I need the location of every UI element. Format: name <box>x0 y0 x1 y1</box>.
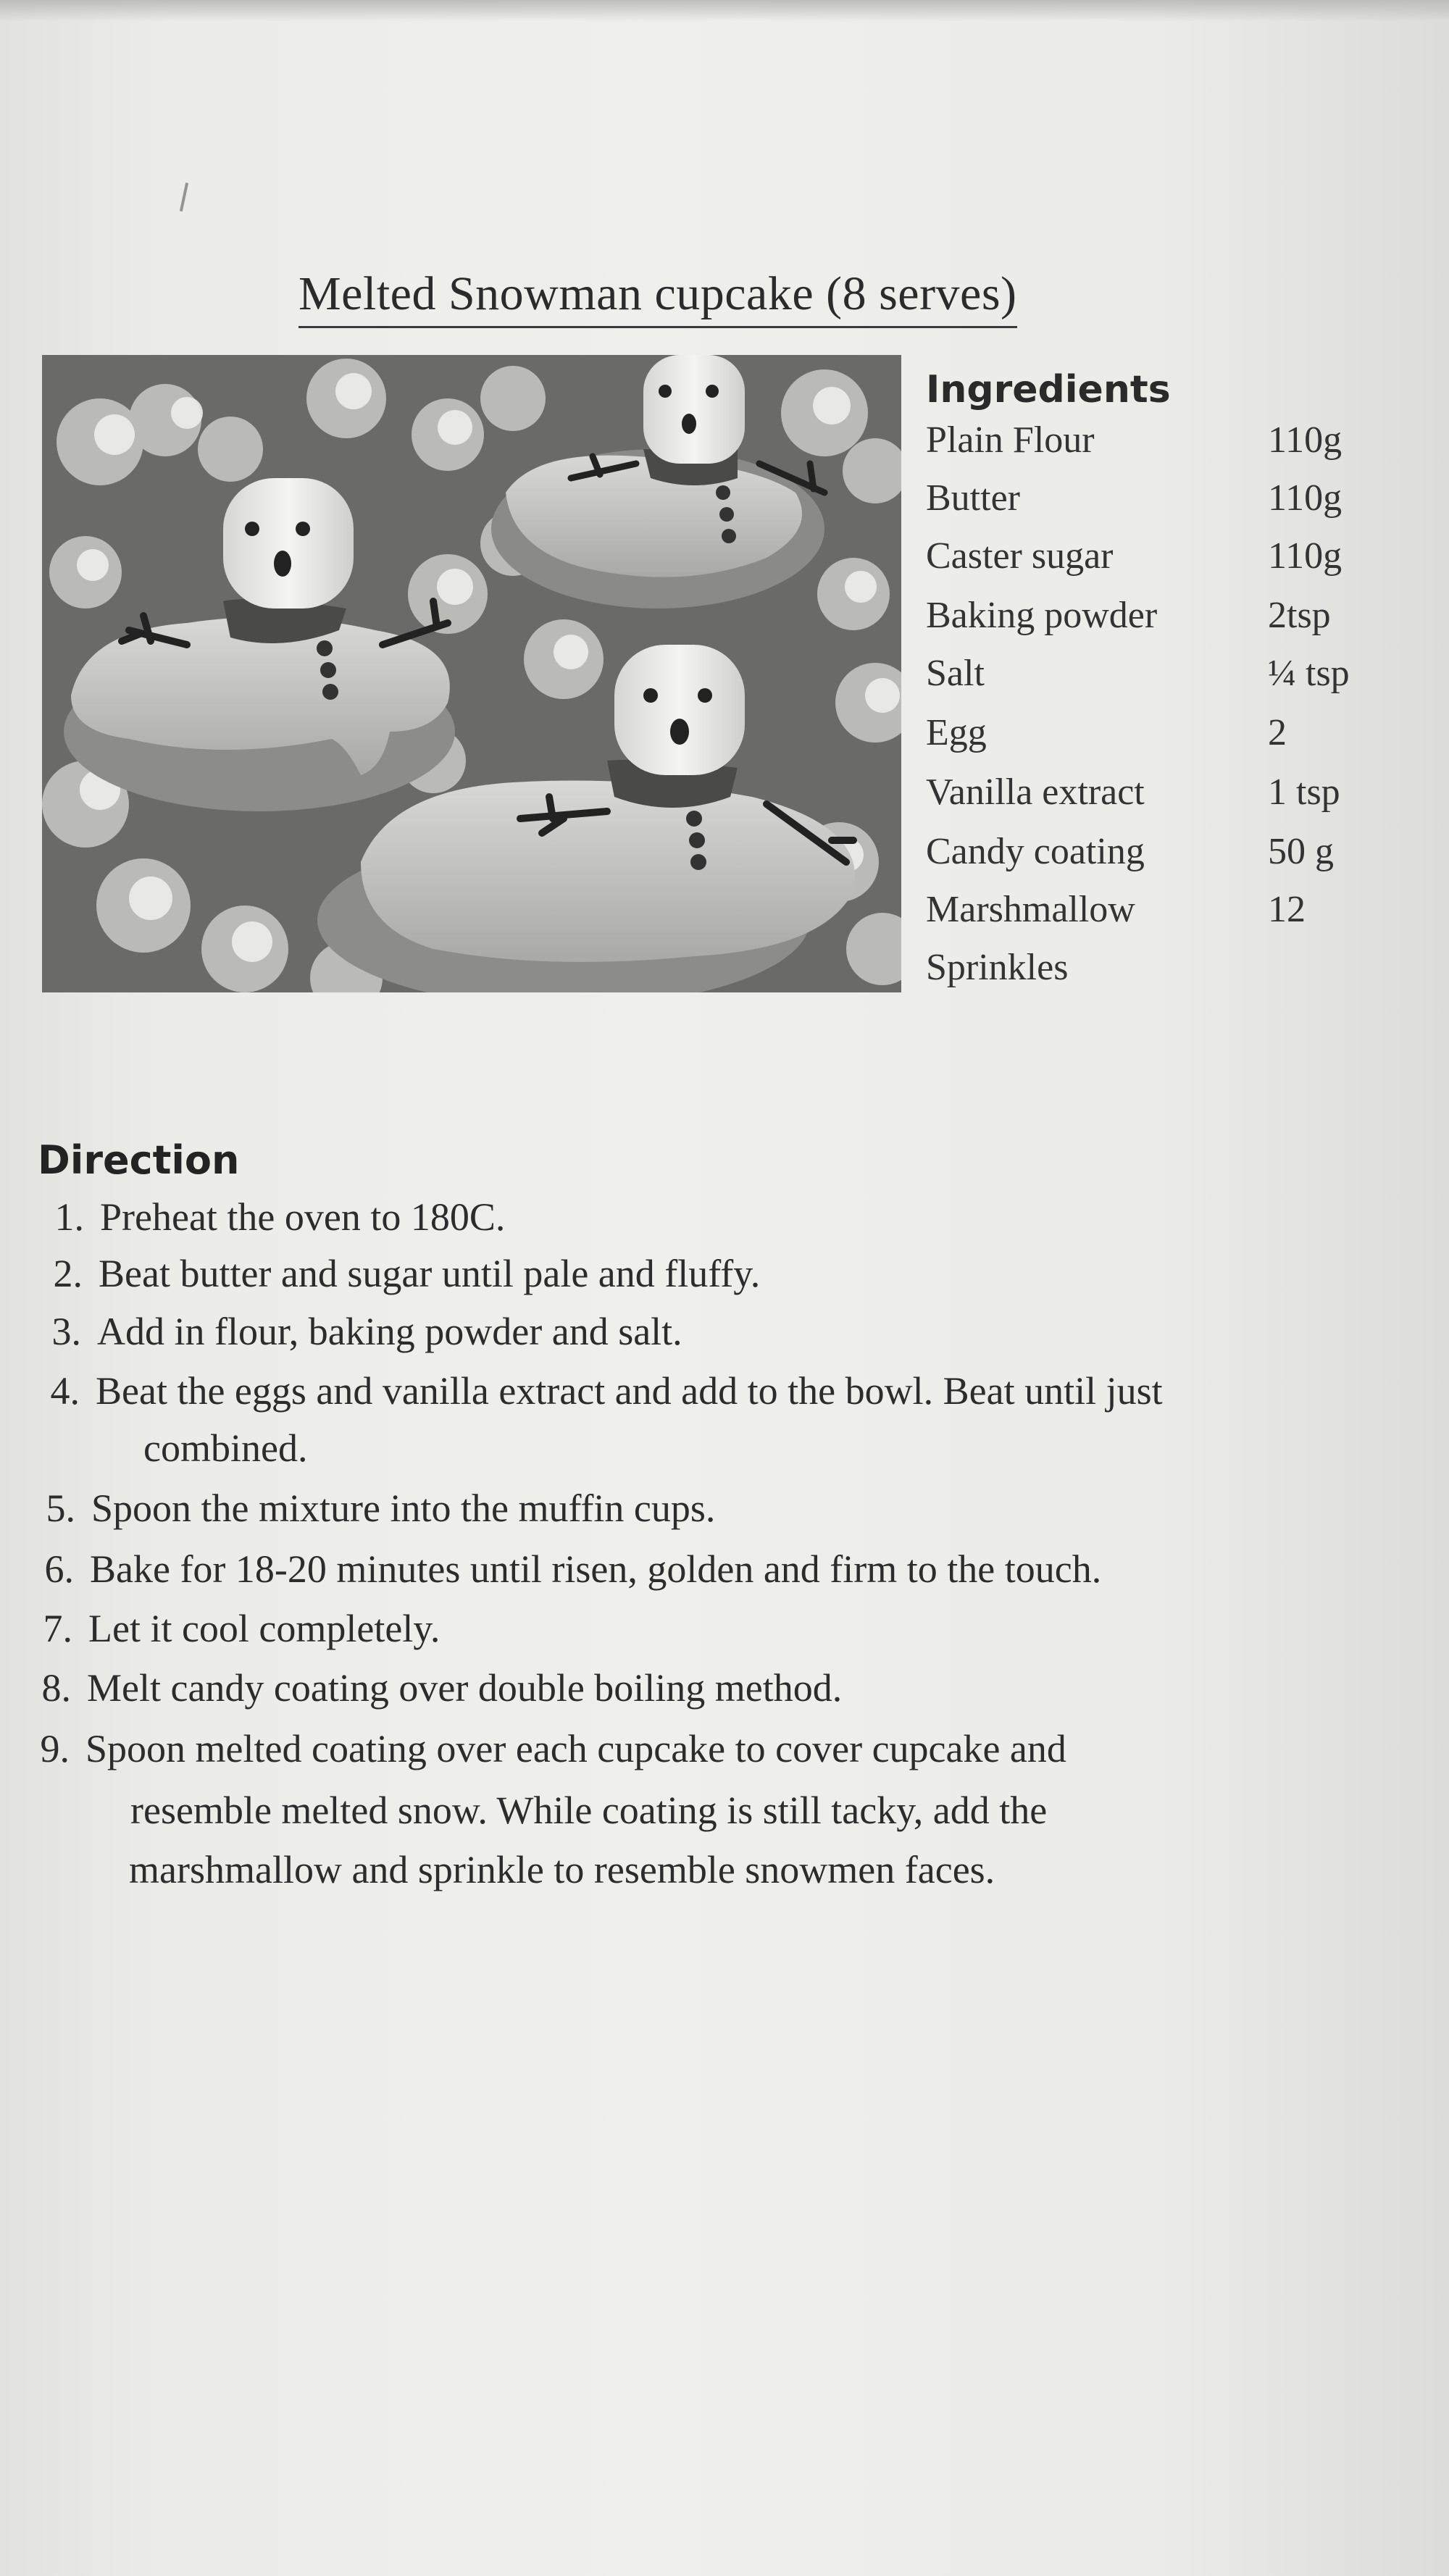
direction-step <box>25 1243 760 1304</box>
ingredient-name: Caster sugar <box>926 535 1114 577</box>
ingredient-name: Salt <box>926 653 985 694</box>
direction-step <box>23 1301 682 1362</box>
ingredient-qty: 110g <box>1268 535 1342 577</box>
step-text: Beat butter and sugar until pale and fluffy. <box>99 1252 761 1295</box>
recipe-title: Melted Snowman cupcake (8 serves) <box>298 267 1017 328</box>
step-number: 8. <box>41 1666 71 1710</box>
step-text: Bake for 18-20 minutes until risen, golden and firm to the touch. <box>90 1547 1102 1591</box>
step-text: Spoon the mixture into the muffin cups. <box>91 1486 716 1530</box>
ingredient-name: Egg <box>926 712 987 753</box>
ingredient-name: Butter <box>926 477 1020 519</box>
step-text-continued: combined. <box>143 1426 308 1470</box>
step-text-continued: marshmallow and sprinkle to resemble snowmen faces. <box>129 1848 995 1891</box>
ingredient-qty: 50 g <box>1268 831 1334 872</box>
ingredient-qty: 2 <box>1268 712 1287 753</box>
ingredient-name: Vanilla extract <box>926 771 1145 813</box>
direction-step <box>26 1187 505 1247</box>
ingredient-qty: 1 tsp <box>1268 771 1340 813</box>
ingredient-qty: ¼ tsp <box>1268 653 1350 694</box>
step-number: 2. <box>53 1252 83 1295</box>
step-number: 3. <box>51 1310 81 1353</box>
step-text: Melt candy coating over double boiling method. <box>87 1666 843 1710</box>
direction-step <box>12 1718 1066 1779</box>
ingredient-qty: 110g <box>1268 419 1342 461</box>
ingredient-name: Marshmallow <box>926 889 1135 930</box>
step-text: Spoon melted coating over each cupcake to cover cupcake and <box>85 1727 1066 1770</box>
ingredient-qty: 110g <box>1268 477 1342 519</box>
direction-step <box>17 1478 715 1539</box>
step-text: Let it cool completely. <box>88 1607 440 1650</box>
step-number: 4. <box>50 1369 80 1413</box>
step-number: 6. <box>44 1547 74 1591</box>
ingredient-qty: 2tsp <box>1268 595 1331 636</box>
step-number: 1. <box>54 1195 84 1239</box>
step-number: 5. <box>46 1486 75 1530</box>
step-text-continued: resemble melted snow. While coating is still tacky, add the <box>130 1789 1048 1832</box>
step-number: 7. <box>43 1607 72 1650</box>
step-number: 9. <box>40 1727 70 1770</box>
ingredient-name: Candy coating <box>926 831 1145 872</box>
direction-step <box>22 1360 1163 1421</box>
direction-heading: Direction <box>38 1137 240 1183</box>
ingredients-heading: Ingredients <box>926 368 1171 411</box>
ingredient-name: Sprinkles <box>926 947 1069 988</box>
step-text: Beat the eggs and vanilla extract and add to the bowl. Beat until just <box>96 1369 1163 1413</box>
ingredient-qty: 12 <box>1268 889 1306 930</box>
step-text: Preheat the oven to 180C. <box>100 1195 506 1239</box>
direction-step <box>16 1539 1101 1599</box>
direction-step <box>13 1657 842 1718</box>
ingredient-name: Plain Flour <box>926 419 1095 461</box>
step-text: Add in flour, baking powder and salt. <box>97 1310 682 1353</box>
direction-step <box>14 1598 440 1659</box>
ingredient-name: Baking powder <box>926 595 1158 636</box>
